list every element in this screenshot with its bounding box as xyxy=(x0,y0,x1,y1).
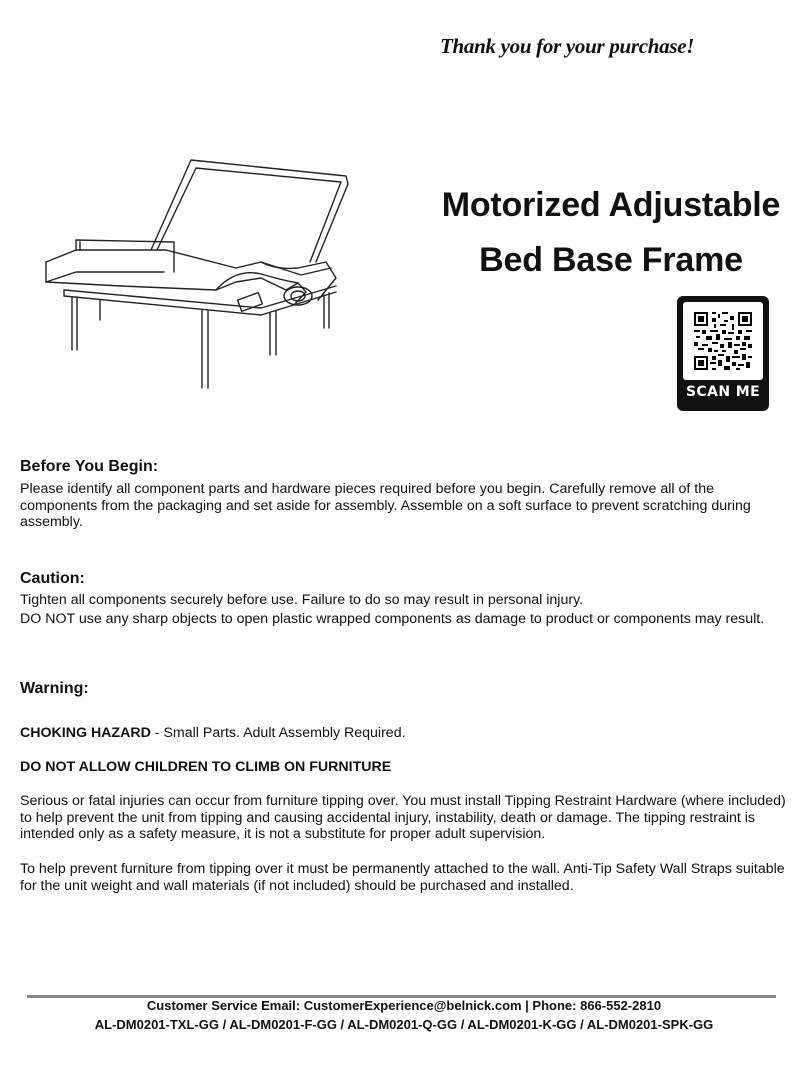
choking-hazard-text: - Small Parts. Adult Assembly Required. xyxy=(150,725,406,741)
caution-line-2: DO NOT use any sharp objects to open plastic wrapped components as damage to product or components may result. xyxy=(20,611,765,627)
warning-heading: Warning: xyxy=(20,680,89,697)
before-you-begin-heading: Before You Begin: xyxy=(20,458,159,475)
thank-you-note: Thank you for your purchase! xyxy=(440,34,695,58)
title-line-1: Motorized Adjustable xyxy=(441,186,781,224)
wall-strap-paragraph: To help prevent furniture from tipping over it must be permanently attached to the wall. Anti-Tip Safety Wall Straps suitable for the unit weight and wall materials (if not included) should be purchased and installed. xyxy=(20,861,785,894)
scan-me-label: SCAN ME xyxy=(685,384,761,400)
title-line-2: Bed Base Frame xyxy=(479,241,743,279)
choking-hazard-label: CHOKING HAZARD xyxy=(20,725,151,741)
caution-line-1: Tighten all components securely before use. Failure to do so may result in personal injury. xyxy=(20,592,584,608)
tipping-warning-paragraph: Serious or fatal injuries can occur from furniture tipping over. You must install Tipping Restraint Hardware (where included) to help prevent the unit from tipping and causing accidental injury, instability, death or damage. The tipping restraint is intended only as a safety measure, it is not a substitute for proper adult supervision. xyxy=(20,793,786,842)
qr-code-panel xyxy=(683,302,763,380)
no-climb-warning: DO NOT ALLOW CHILDREN TO CLIMB ON FURNITURE xyxy=(20,759,392,775)
choking-hazard-line xyxy=(20,725,795,742)
qr-code-icon xyxy=(694,312,752,370)
before-you-begin-text: Please identify all component parts and hardware pieces required before you begin. Carefully remove all of the components from the packaging and set aside for assembly. Assemble on a soft surface to prevent scratching during assembly. xyxy=(20,481,751,530)
caution-heading: Caution: xyxy=(20,570,85,587)
model-numbers-line: AL-DM0201-TXL-GG / AL-DM0201-F-GG / AL-DM0201-Q-GG / AL-DM0201-K-GG / AL-DM0201-SPK-GG xyxy=(94,1017,714,1032)
customer-service-line: Customer Service Email: CustomerExperience@belnick.com | Phone: 866-552-2810 xyxy=(146,998,662,1013)
bed-frame-illustration xyxy=(36,150,366,400)
qr-code-card[interactable] xyxy=(677,296,769,411)
